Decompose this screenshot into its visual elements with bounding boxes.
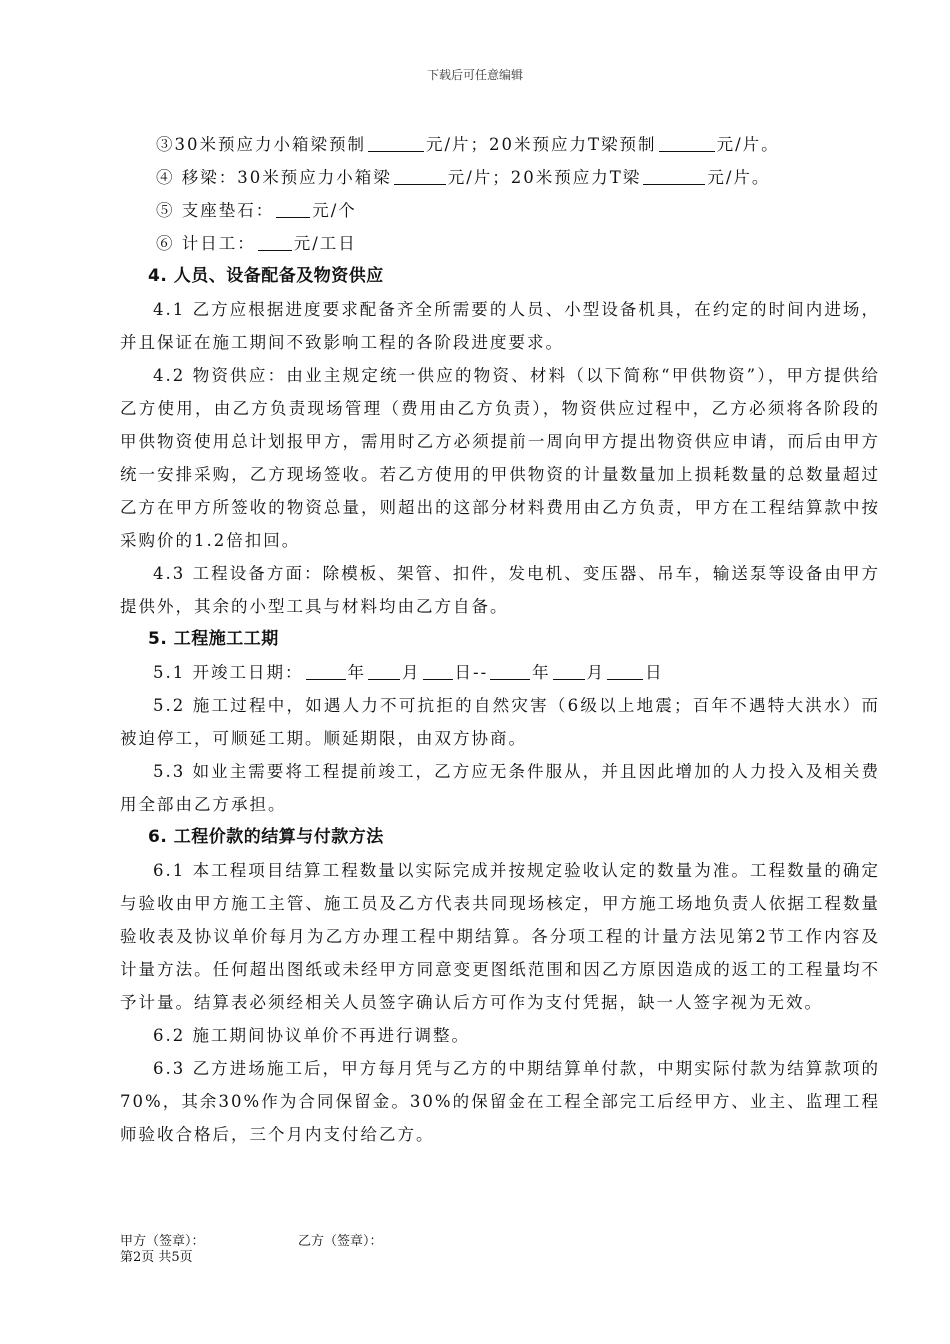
blank-field[interactable] <box>643 166 705 185</box>
price-item-5: ⑤ 支座垫石： 元/个 <box>156 201 357 220</box>
header-note: 下载后可任意编辑 <box>426 68 523 82</box>
section-6-heading: 6. 工程价款的结算与付款方法 <box>148 827 384 847</box>
start-month-blank[interactable] <box>368 661 400 680</box>
blank-field[interactable] <box>368 133 424 152</box>
section-6-3: 6.3 乙方进场施工后，甲方每月凭与乙方的中期结算单付款，中期实际付款为结算款项的70%，其余30%作为合同保留金。30%的保留金在工程全部完工后经甲方、业主、监理工程师验收合格后，三个月内支付给乙方。 <box>120 1059 880 1144</box>
start-day-blank[interactable] <box>423 661 453 680</box>
start-year-blank[interactable] <box>306 661 346 680</box>
section-6-2: 6.2 施工期间协议单价不再进行调整。 <box>153 1026 470 1045</box>
section-4-heading: 4. 人员、设备配备及物资供应 <box>148 266 384 286</box>
signature-line <box>120 1234 383 1250</box>
end-day-blank[interactable] <box>607 661 643 680</box>
document-body <box>120 128 880 1151</box>
blank-field[interactable] <box>659 133 715 152</box>
section-5-heading: 5. 工程施工工期 <box>148 629 279 649</box>
price-item-4: ④ 移梁：30米预应力小箱梁 元/片；20米预应力T梁 元/片。 <box>156 168 771 187</box>
party-a-signature: 甲方（签章）： <box>120 1234 205 1249</box>
section-5-2: 5.2 施工过程中，如遇人力不可抗拒的自然灾害（6级以上地震；百年不遇特大洪水）而被迫停工，可顺延工期。顺延期限，由双方协商。 <box>120 696 880 748</box>
blank-field[interactable] <box>258 232 292 251</box>
page-number: 第2页 共5页 <box>120 1250 193 1265</box>
blank-field[interactable] <box>394 166 446 185</box>
section-4-2: 4.2 物资供应：由业主规定统一供应的物资、材料（以下简称“甲供物资”），甲方提供给乙方使用，由乙方负责现场管理（费用由乙方负责），物资供应过程中，乙方必须将各阶段的甲供物资使用总计划报甲方，需用时乙方必须提前一周向甲方提出物资供应申请，而后由甲方统一安排采购，乙方现场签收。若乙方使用的甲供物资的计量数量加上损耗数量的总数量超过乙方在甲方所签收的物资总量，则超出的这部分材料费用由乙方负责，甲方在工程结算款中按采购价的1.2倍扣回。 <box>120 366 880 550</box>
section-5-3: 5.3 如业主需要将工程提前竣工，乙方应无条件服从，并且因此增加的人力投入及相关费用全部由乙方承担。 <box>120 762 880 814</box>
section-4-3: 4.3 工程设备方面：除模板、架管、扣件，发电机、变压器、吊车，输送泵等设备由甲方提供外，其余的小型工具与材料均由乙方自备。 <box>120 564 880 616</box>
blank-field[interactable] <box>276 199 310 218</box>
party-b-signature: 乙方（签章）： <box>298 1234 383 1249</box>
section-6-1: 6.1 本工程项目结算工程数量以实际完成并按规定验收认定的数量为准。工程数量的确定与验收由甲方施工主管、施工员及乙方代表共同现场核定，甲方施工场地负责人依据工程数量验收表及协议单价每月为乙方办理工程中期结算。各分项工程的计量方法见第2节工作内容及计量方法。任何超出图纸或未经甲方同意变更图纸范围和因乙方原因造成的返工的工程量均不予计量。结算表必须经相关人员签字确认后方可作为支付凭据，缺一人签字视为无效。 <box>120 861 880 1012</box>
section-4-1: 4.1 乙方应根据进度要求配备齐全所需要的人员、小型设备机具，在约定的时间内进场，并且保证在施工期间不致影响工程的各阶段进度要求。 <box>120 300 880 352</box>
price-item-3: ③30米预应力小箱梁预制 元/片；20米预应力T梁预制 元/片。 <box>156 135 780 154</box>
end-year-blank[interactable] <box>490 661 530 680</box>
price-item-6: ⑥ 计日工： 元/工日 <box>156 234 357 253</box>
page-footer <box>120 1234 383 1266</box>
end-month-blank[interactable] <box>553 661 585 680</box>
section-5-1: 5.1 开竣工日期： 年 月 日-- 年 月 日 <box>153 663 664 682</box>
